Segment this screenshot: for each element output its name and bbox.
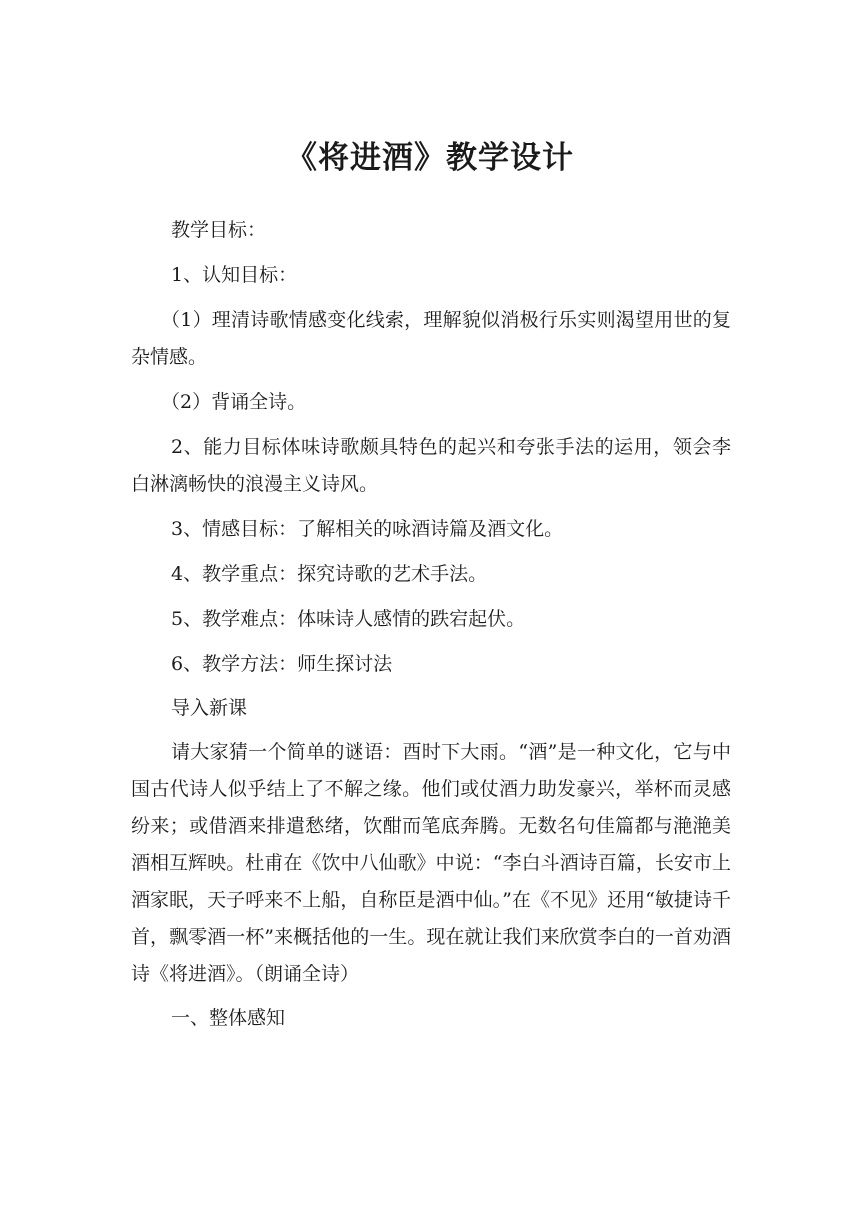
paragraph-emotion-goal: 3、情感目标：了解相关的咏酒诗篇及酒文化。 bbox=[171, 518, 564, 540]
document-body bbox=[131, 212, 731, 1045]
paragraph-teaching-method: 6、教学方法：师生探讨法 bbox=[171, 653, 393, 675]
paragraph-cognitive-goal-2: （2）背诵全诗。 bbox=[161, 391, 307, 413]
paragraph-cognitive-goal-1: （1）理清诗歌情感变化线索，理解貌似消极行乐实则渴望用世的复杂情感。 bbox=[131, 309, 731, 368]
paragraph-lesson-intro-heading: 导入新课 bbox=[171, 697, 248, 719]
paragraph-lesson-intro-text: 请大家猜一个简单的谜语：酉时下大雨。“酒”是一种文化，它与中国古代诗人似乎结上了不解之缘。他们或仗酒力助发豪兴，举杯而灵感纷来；或借酒来排遣愁绪，饮酣而笔底奔腾。无数名句佳篇都与滟滟美酒相互辉映。杜甫在《饮中八仙歌》中说：“李白斗酒诗百篇，长安市上酒家眠，天子呼来不上船，自称臣是酒中仙。”在《不见》还用“敏捷诗千首，飘零酒一杯”来概括他的一生。现在就让我们来欣赏李白的一首劝酒诗《将进酒》。（朗诵全诗） bbox=[131, 741, 731, 985]
paragraph-teaching-difficulty: 5、教学难点：体味诗人感情的跌宕起伏。 bbox=[171, 608, 526, 630]
paragraph-cognitive-goal: 1、认知目标： bbox=[171, 264, 298, 286]
paragraph-teaching-focus: 4、教学重点：探究诗歌的艺术手法。 bbox=[171, 563, 488, 585]
paragraph-section-overall: 一、整体感知 bbox=[171, 1007, 286, 1029]
paragraph-teaching-goals-heading: 教学目标： bbox=[171, 219, 267, 241]
paragraph-ability-goal: 2、能力目标体味诗歌颇具特色的起兴和夸张手法的运用，领会李白淋漓畅快的浪漫主义诗风。 bbox=[131, 436, 731, 495]
document-title: 《将进酒》教学设计 bbox=[286, 140, 574, 176]
